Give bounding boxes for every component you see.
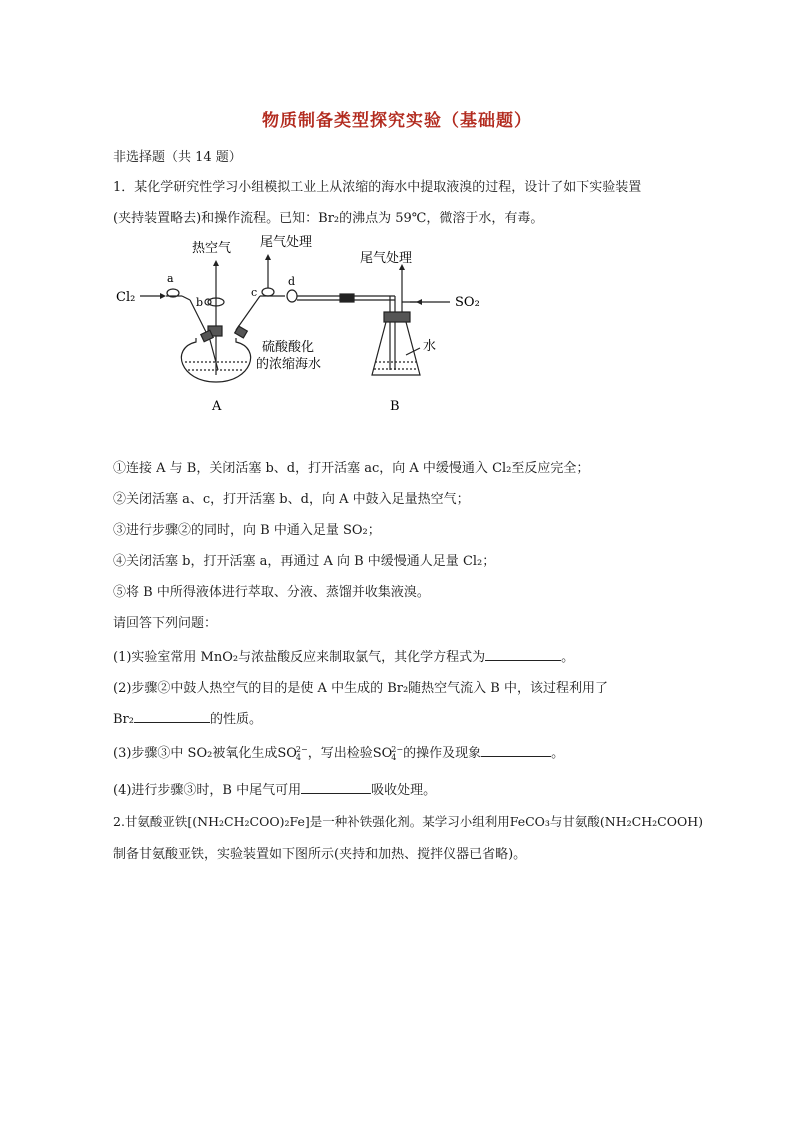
- caption-b: B: [390, 399, 400, 414]
- subquestion-3-text: (3)步骤③中 SO₂被氧化生成SO: [113, 746, 297, 761]
- step-1: ①连接 A 与 B，关闭活塞 b、d，打开活塞 ac，向 A 中缓慢通入 Cl₂至反应完全；: [113, 461, 590, 476]
- step-3: ③进行步骤②的同时，向 B 中通入足量 SO₂；: [113, 523, 381, 538]
- subquestion-3: [113, 742, 564, 762]
- tail-gas-label-a: 尾气处理: [260, 235, 313, 250]
- page-title: 物质制备类型探究实验（基础题）: [262, 111, 532, 131]
- answer-blank-2[interactable]: [134, 710, 210, 723]
- subquestion-2-end: 的性质。: [209, 712, 262, 727]
- step-2: ②关闭活塞 a、c，打开活塞 b、d，向 A 中鼓入足量热空气；: [113, 492, 470, 507]
- subquestion-1-end: 。: [561, 650, 575, 665]
- answer-blank-3[interactable]: [481, 744, 551, 757]
- subquestion-1-text: (1)实验室常用 MnO₂与浓盐酸反应来制取氯气，其化学方程式为: [113, 650, 486, 665]
- so2-label: SO₂: [455, 295, 480, 310]
- subquestion-4: [113, 779, 436, 798]
- tail-gas-label-b: 尾气处理: [360, 251, 413, 266]
- hot-air-label: 热空气: [192, 241, 232, 256]
- stopcock-b-label: b: [196, 296, 204, 309]
- step-5: ⑤将 B 中所得液体进行萃取、分液、蒸馏并收集液溴。: [113, 585, 430, 600]
- stopcock-c-label: c: [251, 286, 258, 299]
- stopcock-a-label: a: [167, 272, 174, 285]
- water-label: 水: [423, 339, 437, 354]
- subquestion-1: [113, 646, 574, 665]
- sulfate-ion-charge-2: 2− 4: [391, 744, 404, 762]
- subquestion-3-mid: ，写出检验SO: [307, 746, 393, 761]
- q2-text-line2: 制备甘氨酸亚铁，实验装置如下图所示(夹持和加热、搅拌仪器已省略)。: [113, 847, 527, 862]
- q2-text-line1: 2.甘氨酸亚铁[(NH₂CH₂COO)₂Fe]是一种补铁强化剂。某学习小组利用FeCO₃与甘氨酸(NH₂CH₂COOH): [113, 814, 703, 829]
- caption-a: A: [212, 399, 222, 414]
- subquestion-4-end: 吸收处理。: [371, 783, 437, 798]
- subquestion-2-line2: [113, 708, 262, 727]
- sulfate-ion-charge: 2− 4: [295, 744, 308, 762]
- acid-label-line1: 硫酸酸化: [262, 340, 315, 355]
- subquestion-4-text: (4)进行步骤③时，B 中尾气可用: [113, 783, 302, 798]
- q1-text-line1: 1．某化学研究性学习小组模拟工业上从浓缩的海水中提取液溴的过程，设计了如下实验装置: [113, 180, 642, 195]
- cl2-label: Cl₂: [116, 290, 136, 305]
- answer-blank-1[interactable]: [485, 648, 561, 661]
- subquestion-3-end: 。: [551, 746, 565, 761]
- subquestion-3-tail: 的操作及现象: [403, 746, 482, 761]
- step-4: ④关闭活塞 b，打开活塞 a，再通过 A 向 B 中缓慢通人足量 Cl₂；: [113, 554, 496, 569]
- subquestion-2-line1: (2)步骤②中鼓人热空气的目的是使 A 中生成的 Br₂随热空气流入 B 中，该过程利用了: [113, 681, 608, 696]
- answer-prompt: 请回答下列问题：: [113, 616, 218, 631]
- apparatus-figure: [110, 230, 510, 420]
- section-heading: 非选择题（共 14 题）: [113, 150, 242, 165]
- q1-text-line2: (夹持装置略去)和操作流程。已知：Br₂的沸点为 59℃，微溶于水，有毒。: [113, 211, 544, 226]
- subquestion-2-br2: Br₂: [113, 712, 134, 727]
- stopcock-d-label: d: [288, 275, 296, 288]
- answer-blank-4[interactable]: [301, 781, 371, 794]
- acid-label-line2: 的浓缩海水: [256, 357, 322, 372]
